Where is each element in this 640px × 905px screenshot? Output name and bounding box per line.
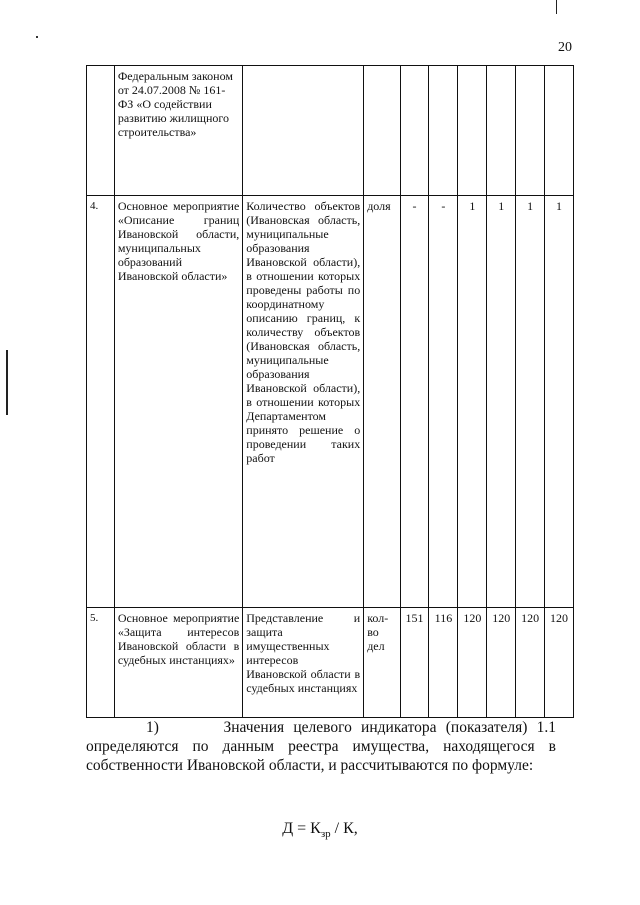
value-cell — [429, 66, 458, 196]
measure-name: Федеральным законом от 24.07.2008 № 161-ФЗ «О содействии развитию жилищного строительства» — [114, 66, 242, 196]
value-cell: 120 — [545, 608, 574, 718]
paragraph-text: Значения целевого индикатора (показателя) 1.1 определяются по данным реестра имущества, находящегося в собственности Ивановской области, и рассчитываются по формуле: — [86, 719, 557, 774]
value-cell: 120 — [487, 608, 516, 718]
value-cell — [400, 66, 429, 196]
indicator-name: Количество объектов (Ивановская область, муниципальные образования Ивановской области), в отношении которых проведены работы по координатному описанию границ, к количеству объектов (Ивановская область, муниципальные образования Ивановской области), в отношении которых Департаментом принято решение о проведении таких работ — [243, 196, 364, 608]
value-cell: 1 — [516, 196, 545, 608]
value-cell — [516, 66, 545, 196]
value-cell: 1 — [458, 196, 487, 608]
paragraph-marker: 1) — [146, 719, 159, 736]
value-cell: 151 — [400, 608, 429, 718]
formula-subscript: зр — [320, 828, 331, 841]
scan-margin-mark — [6, 350, 8, 415]
row-number: 5. — [87, 608, 115, 718]
value-cell: 120 — [458, 608, 487, 718]
value-cell: 120 — [516, 608, 545, 718]
value-cell: - — [400, 196, 429, 608]
unit-cell: доля — [364, 196, 400, 608]
measure-name: Основное мероприятие «Описание границ Ивановской области, муниципальных образований Ивановской области» — [114, 196, 242, 608]
value-cell: 1 — [487, 196, 516, 608]
indicator-paragraph — [86, 718, 556, 775]
measure-name: Основное мероприятие «Защита интересов Ивановской области в судебных инстанциях» — [114, 608, 242, 718]
unit-cell: кол-во дел — [364, 608, 400, 718]
scan-edge-mark — [556, 0, 557, 14]
page-number: 20 — [558, 40, 572, 55]
table-row — [87, 66, 574, 196]
measures-table — [86, 65, 574, 718]
formula — [0, 820, 640, 840]
formula-lhs: Д = К — [282, 820, 321, 837]
value-cell — [545, 66, 574, 196]
indicator-name: Представление и защита имущественных интересов Ивановской области в судебных инстанциях — [243, 608, 364, 718]
value-cell — [487, 66, 516, 196]
formula-rhs: / К, — [330, 820, 358, 837]
row-number: 4. — [87, 196, 115, 608]
table-row — [87, 196, 574, 608]
table-row — [87, 608, 574, 718]
row-number — [87, 66, 115, 196]
value-cell: - — [429, 196, 458, 608]
unit-cell — [364, 66, 400, 196]
scan-speck — [36, 36, 38, 38]
indicator-name — [243, 66, 364, 196]
value-cell — [458, 66, 487, 196]
value-cell: 1 — [545, 196, 574, 608]
value-cell: 116 — [429, 608, 458, 718]
